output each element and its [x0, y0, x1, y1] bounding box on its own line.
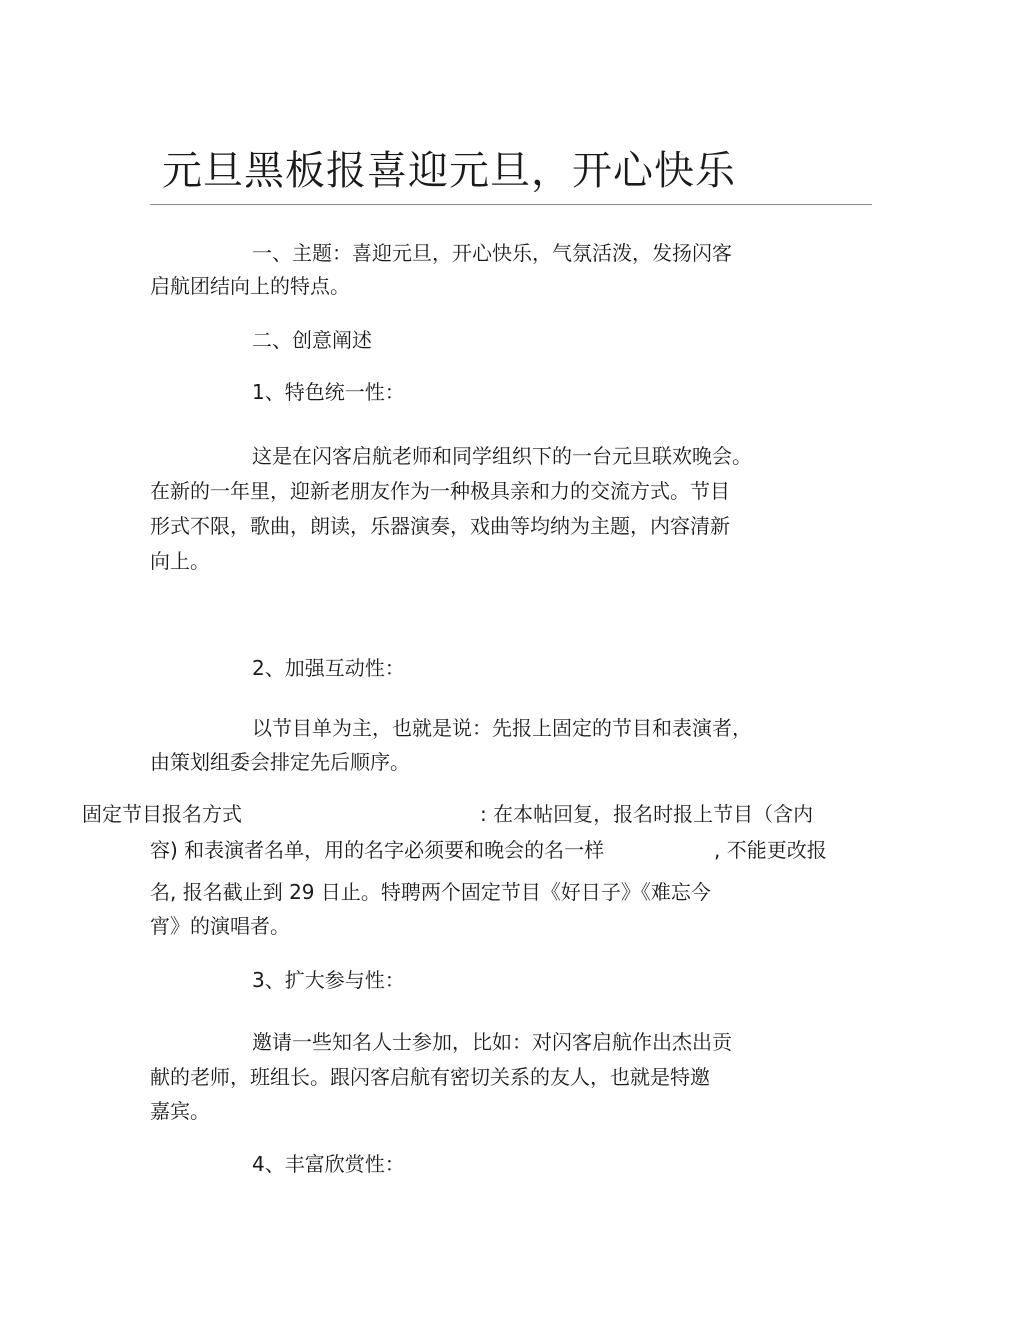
paragraph-1-line-3: 形式不限，歌曲，朗读，乐器演奏，戏曲等均纳为主题，内容清新: [150, 514, 730, 538]
theme-line-2: 启航团结向上的特点。: [150, 274, 350, 298]
theme-line-1: 一、主题：喜迎元旦，开心快乐，气氛活泼，发扬闪客: [252, 241, 732, 265]
paragraph-1-line-2: 在新的一年里，迎新老朋友作为一种极具亲和力的交流方式。节目: [150, 479, 730, 503]
paragraph-3-line-1-left: 固定节目报名方式: [82, 802, 242, 826]
paragraph-4-line-2: 献的老师，班组长。跟闪客启航有密切关系的友人，也就是特邀: [150, 1065, 710, 1089]
paragraph-3-line-2-right: , 不能更改报: [714, 838, 827, 862]
paragraph-3-line-1-right: : 在本帖回复，报名时报上节目（含内: [480, 802, 814, 826]
paragraph-2-line-1: 以节目单为主，也就是说：先报上固定的节目和表演者，: [252, 716, 752, 740]
paragraph-1-line-4: 向上。: [150, 549, 210, 573]
title-divider: [150, 204, 872, 205]
paragraph-3-line-3: 名, 报名截止到 29 日止。特聘两个固定节目《好日子》《难忘今: [150, 880, 711, 904]
subheading-3: 3、扩大参与性：: [252, 968, 405, 992]
section-heading-idea: 二、创意阐述: [252, 328, 372, 352]
subheading-1: 1、特色统一性：: [252, 380, 405, 404]
paragraph-3-line-2-left: 容) 和表演者名单，用的名字必须要和晚会的名一样: [150, 838, 605, 862]
paragraph-4-line-1: 邀请一些知名人士参加，比如：对闪客启航作出杰出贡: [252, 1030, 732, 1054]
page-title: 元旦黑板报喜迎元旦，开心快乐: [162, 148, 736, 194]
subheading-4: 4、丰富欣赏性：: [252, 1152, 405, 1176]
paragraph-1-line-1: 这是在闪客启航老师和同学组织下的一台元旦联欢晚会。: [252, 444, 752, 468]
paragraph-3-line-4: 宵》的演唱者。: [150, 914, 290, 938]
paragraph-2-line-2: 由策划组委会排定先后顺序。: [150, 750, 410, 774]
paragraph-4-line-3: 嘉宾。: [150, 1099, 210, 1123]
subheading-2: 2、加强互动性：: [252, 656, 405, 680]
